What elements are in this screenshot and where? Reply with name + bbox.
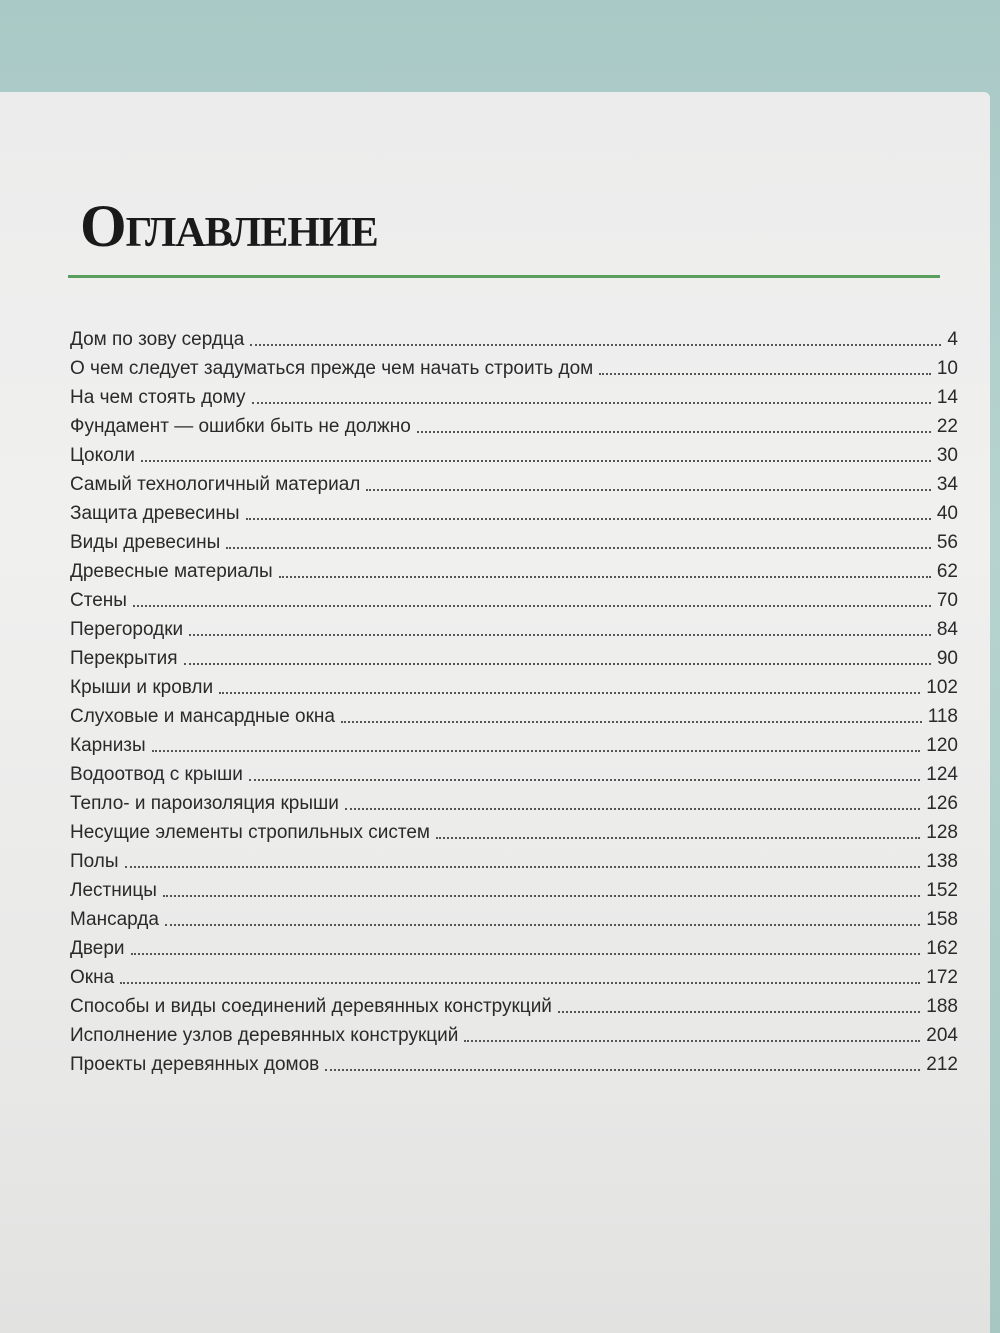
toc-entry bbox=[70, 552, 958, 581]
dot-leader bbox=[464, 1040, 920, 1042]
dot-leader bbox=[366, 489, 931, 491]
toc-entry-title: Слуховые и мансардные окна bbox=[70, 706, 335, 727]
toc-entry-page-number: 22 bbox=[936, 416, 958, 437]
toc-entry-page-number: 118 bbox=[927, 706, 958, 727]
toc-entry-title: Лестницы bbox=[70, 880, 157, 901]
toc-entry-page-number: 34 bbox=[936, 474, 958, 495]
toc-list bbox=[70, 320, 958, 1074]
toc-entry bbox=[70, 436, 958, 465]
toc-entry-page-number: 70 bbox=[936, 590, 958, 611]
toc-entry-title: Окна bbox=[70, 967, 115, 988]
dot-leader bbox=[417, 431, 931, 433]
toc-entry-page-number: 102 bbox=[926, 677, 958, 698]
toc-entry-title: Перекрытия bbox=[70, 648, 178, 669]
toc-entry bbox=[70, 958, 958, 987]
toc-entry-page-number: 120 bbox=[926, 735, 958, 756]
dot-leader bbox=[131, 953, 921, 955]
toc-entry bbox=[70, 1016, 958, 1045]
toc-entry bbox=[70, 581, 958, 610]
toc-entry-title: Карнизы bbox=[70, 735, 146, 756]
dot-leader bbox=[246, 518, 931, 520]
toc-entry-title: Виды древесины bbox=[70, 532, 221, 553]
dot-leader bbox=[133, 605, 931, 607]
toc-entry bbox=[70, 755, 958, 784]
toc-entry-title: О чем следует задуматься прежде чем начать строить дом bbox=[70, 358, 594, 379]
dot-leader bbox=[165, 924, 920, 926]
toc-entry bbox=[70, 378, 958, 407]
toc-entry-page-number: 4 bbox=[947, 329, 958, 350]
dot-leader bbox=[345, 808, 920, 810]
dot-leader bbox=[189, 634, 931, 636]
toc-entry-page-number: 62 bbox=[936, 561, 958, 582]
toc-entry bbox=[70, 1045, 958, 1074]
toc-entry-page-number: 188 bbox=[926, 996, 958, 1017]
toc-entry-title: Дом по зову сердца bbox=[70, 329, 245, 350]
toc-entry bbox=[70, 900, 958, 929]
toc-entry-title: Исполнение узлов деревянных конструкций bbox=[70, 1025, 459, 1046]
toc-entry bbox=[70, 697, 958, 726]
toc-entry bbox=[70, 639, 958, 668]
toc-entry-page-number: 212 bbox=[926, 1054, 958, 1075]
toc-entry bbox=[70, 871, 958, 900]
dot-leader bbox=[226, 547, 931, 549]
toc-entry-title: Двери bbox=[70, 938, 125, 959]
toc-entry-title: Несущие элементы стропильных систем bbox=[70, 822, 430, 843]
toc-entry-page-number: 162 bbox=[926, 938, 958, 959]
toc-entry-page-number: 40 bbox=[936, 503, 958, 524]
toc-entry-page-number: 30 bbox=[936, 445, 958, 466]
title-divider bbox=[68, 275, 940, 278]
toc-entry bbox=[70, 929, 958, 958]
toc-entry bbox=[70, 668, 958, 697]
toc-entry-title: Полы bbox=[70, 851, 119, 872]
dot-leader bbox=[436, 837, 920, 839]
toc-entry-title: Перегородки bbox=[70, 619, 184, 640]
toc-entry-page-number: 124 bbox=[926, 764, 958, 785]
toc-entry-page-number: 152 bbox=[926, 880, 958, 901]
toc-entry-page-number: 84 bbox=[936, 619, 958, 640]
toc-entry bbox=[70, 842, 958, 871]
toc-entry-title: Защита древесины bbox=[70, 503, 240, 524]
dot-leader bbox=[141, 460, 931, 462]
toc-entry-page-number: 56 bbox=[936, 532, 958, 553]
toc-entry bbox=[70, 465, 958, 494]
toc-entry bbox=[70, 494, 958, 523]
toc-entry-page-number: 128 bbox=[926, 822, 958, 843]
dot-leader bbox=[249, 779, 920, 781]
toc-entry-page-number: 158 bbox=[926, 909, 958, 930]
toc-entry bbox=[70, 987, 958, 1016]
toc-entry-title: Цоколи bbox=[70, 445, 135, 466]
dot-leader bbox=[252, 402, 931, 404]
toc-entry-page-number: 90 bbox=[936, 648, 958, 669]
toc-entry-title: Мансарда bbox=[70, 909, 159, 930]
toc-entry bbox=[70, 726, 958, 755]
toc-entry-title: Проекты деревянных домов bbox=[70, 1054, 320, 1075]
toc-entry-page-number: 14 bbox=[936, 387, 958, 408]
toc-entry-title: Водоотвод с крыши bbox=[70, 764, 243, 785]
toc-entry bbox=[70, 320, 958, 349]
toc-entry bbox=[70, 349, 958, 378]
dot-leader bbox=[279, 576, 931, 578]
toc-entry-page-number: 204 bbox=[926, 1025, 958, 1046]
toc-entry bbox=[70, 610, 958, 639]
toc-entry bbox=[70, 813, 958, 842]
dot-leader bbox=[125, 866, 921, 868]
toc-entry bbox=[70, 784, 958, 813]
toc-entry bbox=[70, 523, 958, 552]
toc-entry-title: Самый технологичный материал bbox=[70, 474, 361, 495]
toc-entry-title: Способы и виды соединений деревянных конструкций bbox=[70, 996, 552, 1017]
toc-entry-page-number: 10 bbox=[936, 358, 958, 379]
dot-leader bbox=[250, 344, 941, 346]
page-title: Оглавление bbox=[80, 193, 378, 259]
toc-entry bbox=[70, 407, 958, 436]
dot-leader bbox=[152, 750, 921, 752]
dot-leader bbox=[184, 663, 931, 665]
toc-entry-title: На чем стоять дому bbox=[70, 387, 246, 408]
dot-leader bbox=[341, 721, 922, 723]
dot-leader bbox=[325, 1069, 920, 1071]
toc-entry-title: Тепло- и пароизоляция крыши bbox=[70, 793, 339, 814]
toc-entry-title: Фундамент — ошибки быть не должно bbox=[70, 416, 411, 437]
dot-leader bbox=[120, 982, 920, 984]
toc-entry-page-number: 172 bbox=[926, 967, 958, 988]
toc-entry-page-number: 138 bbox=[926, 851, 958, 872]
dot-leader bbox=[219, 692, 920, 694]
toc-entry-page-number: 126 bbox=[926, 793, 958, 814]
dot-leader bbox=[163, 895, 920, 897]
toc-entry-title: Крыши и кровли bbox=[70, 677, 214, 698]
toc-entry-title: Стены bbox=[70, 590, 127, 611]
dot-leader bbox=[599, 373, 931, 375]
toc-entry-title: Древесные материалы bbox=[70, 561, 273, 582]
dot-leader bbox=[558, 1011, 920, 1013]
